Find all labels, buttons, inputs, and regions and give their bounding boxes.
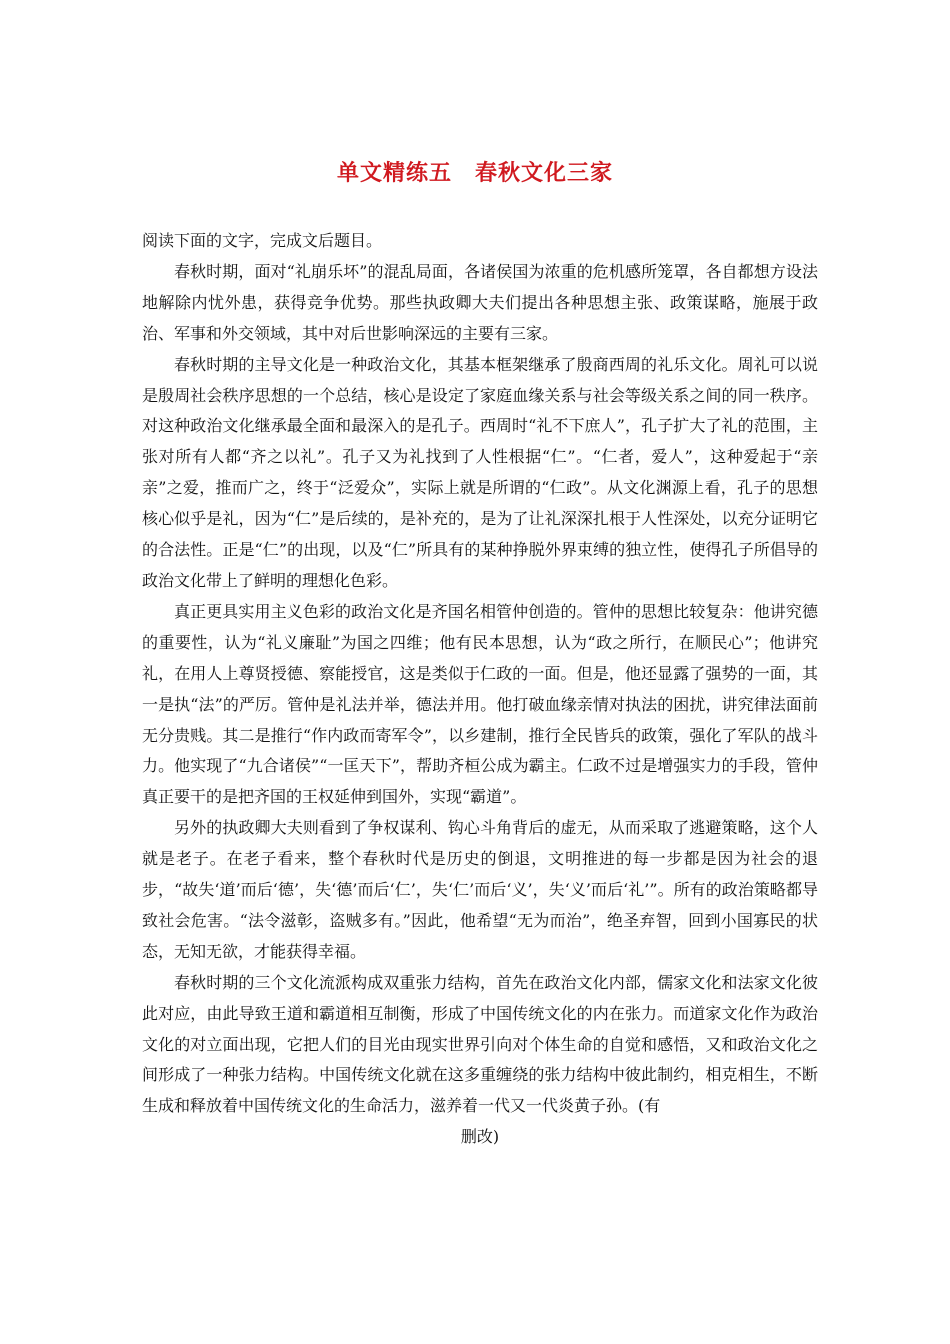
page-title: 单文精练五 春秋文化三家 <box>336 160 613 186</box>
paragraph-3: 真正更具实用主义色彩的政治文化是齐国名相管仲创造的。管仲的思想比较复杂：他讲究德的重要性，认为“礼义廉耻”为国之四维；他有民本思想，认为“政之所行，在顺民心”；他讲究礼，在用人上尊贤授德、察能授官，这是类似于仁政的一面。但是，他还显露了强势的一面，其一是执“法”的严厉。管仲是礼法并举，德法并用。他打破血缘亲情对执法的困扰，讲究律法面前无分贵贱。其二是推行“作内政而寄军令”，以乡建制，推行全民皆兵的政策，强化了军队的战斗力。他实现了“九合诸侯”“一匡天下”，帮助齐桓公成为霸主。仁政不过是增强实力的手段，管仲真正要干的是把齐国的王权延伸到国外，实现“霸道”。 <box>142 601 818 807</box>
paragraph-2: 春秋时期的主导文化是一种政治文化，其基本框架继承了殷商西周的礼乐文化。周礼可以说是殷周社会秩序思想的一个总结，核心是设定了家庭血缘关系与社会等级关系之间的同一秩序。对这种政治文化继承最全面和最深入的是孔子。西周时“礼不下庶人”，孔子扩大了礼的范围，主张对所有人都“齐之以礼”。孔子又为礼找到了人性根据“仁”。“仁者，爱人”，这种爱起于“亲亲”之爱，推而广之，终于“泛爱众”，实际上就是所谓的“仁政”。从文化渊源上看，孔子的思想核心似乎是礼，因为“仁”是后续的，是补充的，是为了让礼深深扎根于人性深处，以充分证明它的合法性。正是“仁”的出现，以及“仁”所具有的某种挣脱外界束缚的独立性，使得孔子所倡导的政治文化带上了鲜明的理想化色彩。 <box>142 354 818 590</box>
instruction-text: 阅读下面的文字，完成文后题目。 <box>142 231 383 250</box>
paragraph-4: 另外的执政卿大夫则看到了争权谋利、钩心斗角背后的虚无，从而采取了逃避策略，这个人就是老子。在老子看来，整个春秋时代是历史的倒退，文明推进的每一步都是因为社会的退步，“故失‘道’而后‘德’，失‘德’而后‘仁’，失‘仁’而后‘义’，失‘义’而后‘礼’”。所有的政治策略都导致社会危害。“法令滋彰，盗贼多有。”因此，他希望“无为而治”，绝圣弃智，回到小国寡民的状态，无知无欲，才能获得幸福。 <box>142 818 818 961</box>
paragraph-5: 春秋时期的三个文化流派构成双重张力结构，首先在政治文化内部，儒家文化和法家文化彼此对应，由此导致王道和霸道相互制衡，形成了中国传统文化的内在张力。而道家文化作为政治文化的对立面出现，它把人们的目光由现实世界引向对个体生命的自觉和感悟，又和政治文化之间形成了一种张力结构。中国传统文化就在这多重缠绕的张力结构中彼此制约，相克相生，不断生成和释放着中国传统文化的生命活力，滋养着一代又一代炎黄子孙。(有 <box>142 972 818 1116</box>
paragraph-1: 春秋时期，面对“礼崩乐坏”的混乱局面，各诸侯国为浓重的危机感所笼罩，各自都想方设法地解除内忧外患，获得竞争优势。那些执政卿大夫们提出各种思想主张、政策谋略，施展于政治、军事和外交领域，其中对后世影响深远的主要有三家。 <box>142 261 818 343</box>
source-note: 删改) <box>460 1127 500 1147</box>
article-body <box>142 226 818 1153</box>
